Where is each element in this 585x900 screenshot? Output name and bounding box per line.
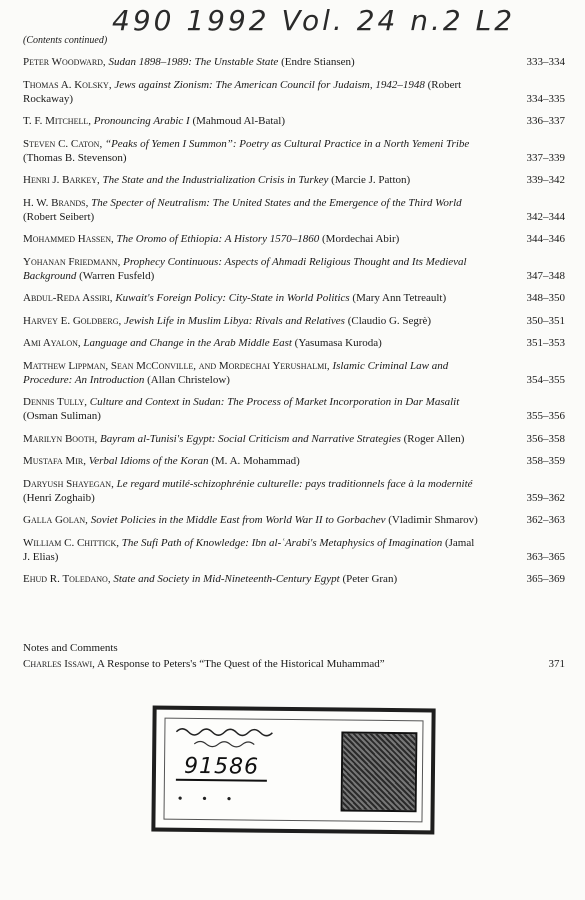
entry-text: [23, 114, 481, 128]
notes-pages: 371: [548, 658, 565, 670]
notes-section: [23, 641, 565, 671]
contents-entry: [23, 78, 565, 106]
entry-pages: 356–358: [526, 432, 565, 445]
entry-title: Prophecy Continuous: Aspects of Ahmadi Religious Thought and Its Medieval Background: [23, 255, 467, 282]
entry-text: [23, 513, 481, 527]
stamp-seal-image: [341, 731, 418, 812]
entry-reviewer: (Osman Suliman): [23, 410, 101, 422]
entry-reviewer: (Claudio G. Segrè): [347, 314, 432, 327]
contents-continued-label: (Contents continued): [23, 35, 108, 46]
entry-pages: 350–351: [526, 314, 565, 327]
entry-pages: 365–369: [526, 573, 565, 585]
entry-pages: 333–334: [526, 56, 565, 68]
entry-author: Ami Ayalon,: [23, 337, 81, 349]
contents-entry: [23, 55, 565, 69]
entry-author: Marilyn Booth,: [23, 432, 98, 445]
entry-author: William C. Chittick,: [23, 536, 120, 549]
entry-pages: 354–355: [526, 373, 565, 386]
entry-author: Galla Golan,: [23, 514, 88, 526]
entry-author: H. W. Brands,: [23, 196, 89, 209]
entry-reviewer: (Robert Seibert): [23, 210, 95, 223]
stamp-accession-number: 91586: [176, 754, 267, 782]
entry-reviewer: (Warren Fusfeld): [79, 269, 155, 282]
entry-reviewer: (Allan Christelow): [147, 373, 230, 386]
entry-reviewer: (Mary Ann Tetreault): [352, 292, 447, 304]
entry-author: Abdul-Reda Assiri,: [23, 292, 113, 304]
entry-title: Culture and Context in Sudan: The Process of Market Incorporation in Dar Masalit: [89, 396, 460, 408]
entry-text: [23, 78, 481, 106]
entry-author: Mohammed Hassen,: [23, 233, 114, 245]
entry-reviewer: (Endre Stiansen): [281, 56, 355, 68]
entry-pages: 337–339: [526, 151, 565, 164]
contents-entry: [23, 173, 565, 187]
contents-list: [23, 55, 565, 595]
entry-pages: 359–362: [526, 491, 565, 504]
entry-pages: 348–350: [526, 292, 565, 304]
contents-entry: [23, 432, 565, 446]
entry-pages: 347–348: [526, 269, 565, 282]
entry-author: Harvey E. Goldberg,: [23, 314, 122, 327]
entry-title: Verbal Idioms of the Koran: [88, 455, 209, 467]
stamp-dots: • • •: [177, 791, 240, 808]
entry-title: The Sufi Path of Knowledge: Ibn al-ʿArabi's Metaphysics of Imagination: [121, 536, 443, 549]
entry-author: T. F. Mitchell,: [23, 115, 91, 127]
entry-title: Sudan 1898–1989: The Unstable State: [108, 56, 279, 68]
notes-text: A Response to Peters's “The Quest of the Historical Muhammad”: [97, 658, 385, 670]
contents-entry: [23, 255, 565, 283]
entry-text: [23, 477, 481, 505]
entry-title: Language and Change in the Arab Middle East: [83, 337, 292, 349]
entry-reviewer: (M. A. Mohammad): [211, 455, 300, 467]
contents-entry: [23, 137, 565, 165]
entry-text: [23, 336, 481, 350]
entry-title: Jewish Life in Muslim Libya: Rivals and Relatives: [124, 314, 345, 327]
entry-title: Bayram al-Tunisi's Egypt: Social Criticism and Narrative Strategies: [100, 432, 401, 445]
contents-entry: [23, 196, 565, 224]
entry-text: [23, 359, 481, 387]
entry-pages: 351–353: [526, 337, 565, 349]
entry-text: [23, 536, 481, 564]
entry-text: [23, 173, 481, 187]
entry-reviewer: (Roger Allen): [403, 432, 465, 445]
handwritten-call-number: 490 1992 Vol. 24 n.2 L2: [112, 4, 516, 37]
entry-pages: 363–365: [526, 550, 565, 563]
contents-entry: [23, 336, 565, 350]
contents-entry: [23, 477, 565, 505]
contents-entry: [23, 395, 565, 423]
entry-title: Kuwait's Foreign Policy: City-State in World Politics: [115, 292, 350, 304]
entry-author: Henri J. Barkey,: [23, 174, 100, 186]
entry-reviewer: (Peter Gran): [342, 573, 398, 585]
entry-text: [23, 255, 481, 283]
contents-entry: [23, 536, 565, 564]
entry-reviewer: (Jamal J. Elias): [23, 536, 475, 563]
entry-reviewer: (Marcie J. Patton): [331, 174, 411, 186]
entry-author: Dennis Tully,: [23, 396, 88, 408]
entry-reviewer: (Henri Zoghaib): [23, 491, 95, 504]
entry-author: Yohanan Friedmann,: [23, 255, 121, 268]
entry-reviewer: (Mahmoud Al-Batal): [192, 115, 286, 127]
entry-reviewer: (Robert Rockaway): [23, 78, 462, 105]
entry-pages: 342–344: [526, 210, 565, 223]
entry-text: [23, 314, 481, 328]
entry-pages: 344–346: [526, 233, 565, 245]
contents-entry: [23, 513, 565, 527]
entry-pages: 358–359: [526, 455, 565, 467]
entry-pages: 334–335: [526, 92, 565, 105]
contents-entry: [23, 359, 565, 387]
entry-text: [23, 196, 481, 224]
entry-title: Le regard mutilé-schizophrénie culturelle: pays traditionnels face à la modernité: [116, 477, 473, 490]
notes-entry: [23, 657, 565, 671]
contents-entry: [23, 232, 565, 246]
entry-reviewer: (Thomas B. Stevenson): [23, 151, 127, 164]
notes-heading: Notes and Comments: [23, 642, 118, 654]
entry-text: [23, 232, 481, 246]
entry-text: [23, 395, 481, 423]
contents-entry: [23, 572, 565, 586]
entry-title: Islamic Criminal Law and Procedure: An Introduction: [23, 359, 449, 386]
entry-title: “Peaks of Yemen I Summon”: Poetry as Cultural Practice in a North Yemeni Tribe: [104, 137, 470, 150]
entry-author: Thomas A. Kolsky,: [23, 78, 112, 91]
entry-text: [23, 55, 481, 69]
entry-text: [23, 454, 481, 468]
entry-author: Ehud R. Toledano,: [23, 573, 111, 585]
contents-entry: [23, 291, 565, 305]
entry-reviewer: (Mordechai Abir): [322, 233, 400, 245]
entry-author: Mustafa Mir,: [23, 455, 86, 467]
entry-author: Matthew Lippman, Sean McConville, and Mordechai Yerushalmi,: [23, 359, 330, 372]
entry-text: [23, 572, 481, 586]
entry-title: Soviet Policies in the Middle East from World War II to Gorbachev: [90, 514, 386, 526]
entry-author: Steven C. Caton,: [23, 137, 103, 150]
entry-title: State and Society in Mid-Nineteenth-Century Egypt: [113, 573, 340, 585]
entry-pages: 336–337: [526, 115, 565, 127]
entry-author: Daryush Shayegan,: [23, 477, 114, 490]
contents-entry: [23, 454, 565, 468]
entry-title: The Specter of Neutralism: The United States and the Emergence of the Third World: [91, 196, 462, 209]
entry-reviewer: (Vladimir Shmarov): [388, 514, 478, 526]
entry-text: [23, 291, 481, 305]
entry-title: The State and the Industrialization Crisis in Turkey: [102, 174, 329, 186]
entry-pages: 339–342: [526, 174, 565, 186]
entry-title: Jews against Zionism: The American Council for Judaism, 1942–1948: [114, 78, 425, 91]
entry-text: [23, 432, 481, 446]
entry-author: Peter Woodward,: [23, 56, 106, 68]
entry-title: Pronouncing Arabic I: [93, 115, 190, 127]
stamp-scribble-text: [174, 724, 324, 752]
library-stamp: [151, 706, 435, 835]
entry-text: [23, 137, 481, 165]
contents-entry: [23, 314, 565, 328]
contents-entry: [23, 114, 565, 128]
entry-reviewer: (Yasumasa Kuroda): [294, 337, 382, 349]
entry-title: The Oromo of Ethiopia: A History 1570–1860: [116, 233, 320, 245]
entry-pages: 362–363: [526, 514, 565, 526]
notes-author: Charles Issawi,: [23, 658, 95, 670]
entry-pages: 355–356: [526, 410, 565, 422]
